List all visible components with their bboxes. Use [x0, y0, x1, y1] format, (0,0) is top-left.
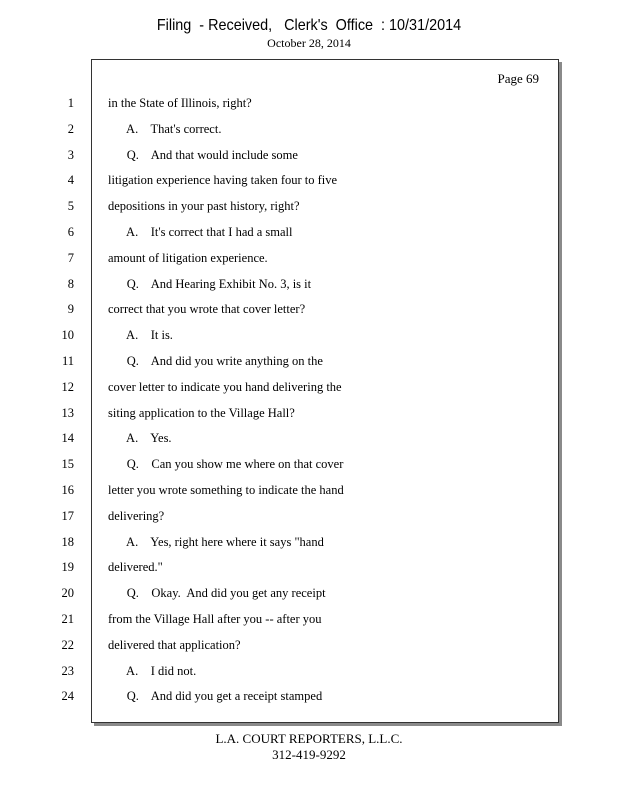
line-number: 10	[61, 328, 74, 343]
line-number: 8	[67, 276, 74, 291]
footer-phone: 312-419-9292	[272, 747, 346, 762]
footer-company: L.A. COURT REPORTERS, L.L.C.	[215, 731, 403, 746]
line-text: A. Yes, right here where it says "hand	[108, 534, 324, 549]
line-number: 22	[61, 637, 74, 652]
line-number: 1	[67, 96, 74, 110]
line-number: 11	[61, 354, 74, 368]
filing-stamp-header: Filing - Received, Clerk's Office : 10/31/2014	[156, 17, 462, 34]
line-text: Q. And did you get a receipt stamped	[108, 689, 323, 704]
line-text: from the Village Hall after you -- after you	[108, 612, 322, 626]
line-number: 15	[61, 457, 74, 472]
line-text: depositions in your past history, right?	[108, 199, 300, 214]
line-number: 16	[61, 483, 74, 497]
line-text: cover letter to indicate you hand delivering the	[108, 379, 342, 394]
line-text: A. It is.	[108, 328, 173, 343]
page-number: Page 69	[497, 71, 539, 86]
line-number: 19	[61, 560, 74, 575]
line-text: Q. And that would include some	[108, 147, 298, 162]
line-text: letter you wrote something to indicate the hand	[108, 483, 344, 497]
line-number: 21	[61, 612, 74, 626]
line-number: 17	[61, 508, 74, 523]
line-number: 9	[67, 302, 74, 317]
line-text: in the State of Illinois, right?	[108, 96, 252, 110]
line-number: 18	[61, 534, 74, 549]
line-text: Q. Okay. And did you get any receipt	[108, 586, 326, 601]
transcript-page	[61, 59, 559, 723]
line-number: 24	[61, 689, 74, 704]
line-text: litigation experience having taken four to five	[108, 173, 338, 188]
line-text: delivered."	[108, 560, 163, 575]
line-number: 4	[67, 173, 74, 188]
line-text: siting application to the Village Hall?	[108, 405, 295, 420]
line-text: amount of litigation experience.	[108, 250, 268, 265]
line-number: 5	[67, 199, 74, 214]
line-text: correct that you wrote that cover letter?	[108, 302, 306, 317]
line-text: Q. And Hearing Exhibit No. 3, is it	[108, 276, 312, 291]
line-text: delivered that application?	[108, 637, 241, 652]
line-text: Q. And did you write anything on the	[108, 354, 323, 368]
line-text: Q. Can you show me where on that cover	[108, 457, 344, 472]
line-number: 14	[61, 431, 74, 446]
line-number: 23	[61, 663, 74, 678]
line-number: 6	[67, 225, 74, 239]
line-number: 2	[67, 121, 74, 136]
line-text: delivering?	[108, 508, 165, 523]
line-text: A. It's correct that I had a small	[108, 225, 293, 239]
line-text: A. I did not.	[108, 663, 197, 678]
line-number: 3	[67, 147, 74, 162]
line-text: A. That's correct.	[108, 121, 222, 136]
line-number: 13	[61, 405, 74, 420]
line-text: A. Yes.	[108, 431, 172, 446]
transcript-date: October 28, 2014	[267, 36, 351, 50]
line-number: 7	[67, 250, 74, 265]
line-number: 12	[61, 379, 74, 394]
line-number: 20	[61, 586, 74, 601]
